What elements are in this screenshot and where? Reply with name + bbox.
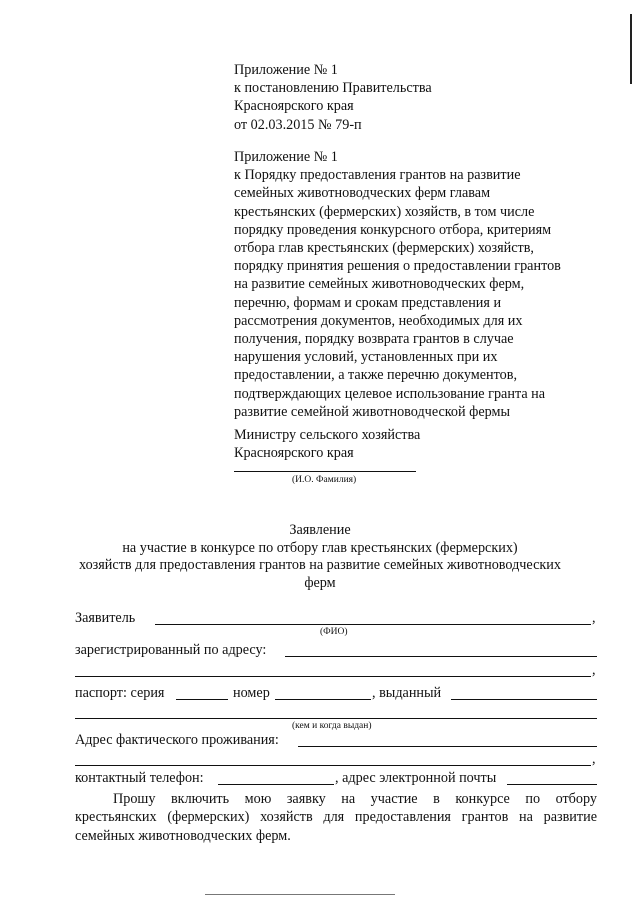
- heading-title: Заявление: [289, 522, 351, 538]
- phone-field[interactable]: [218, 770, 334, 785]
- application-heading: [60, 522, 580, 592]
- registered-address-field[interactable]: [285, 642, 597, 657]
- comma: ,: [592, 751, 596, 767]
- appendix-1-line: от 02.03.2015 № 79-п: [234, 116, 362, 133]
- contact-row: [75, 770, 597, 788]
- appendix-2-line: получения, порядку возврата грантов в случае: [234, 331, 514, 348]
- registered-address-label: зарегистрированный по адресу:: [75, 642, 267, 658]
- appendix-2-line: семейных животноводческих ферм главам: [234, 185, 491, 202]
- applicant-name-field[interactable]: [155, 610, 591, 625]
- registered-address-field-2[interactable]: [75, 662, 591, 677]
- email-label: , адрес электронной почты: [335, 770, 497, 786]
- registered-address-row-2: [75, 662, 597, 680]
- passport-number-label: номер: [233, 685, 270, 701]
- passport-series-field[interactable]: [176, 685, 228, 700]
- appendix-2-line: к Порядку предоставления грантов на развитие: [234, 167, 521, 184]
- appendix-2-line: Приложение № 1: [234, 149, 338, 165]
- appendix-2-line: крестьянских (фермерских) хозяйств, в том числе: [234, 203, 535, 220]
- heading-line: хозяйств для предоставления грантов на развитие семейных животноводческих: [79, 557, 561, 573]
- passport-series-label: паспорт: серия: [75, 685, 165, 701]
- appendix-2-line: перечню, формам и срокам представления и: [234, 294, 502, 311]
- appendix-1-line: Красноярского края: [234, 98, 354, 115]
- scan-edge-mark: [205, 894, 395, 895]
- appendix-1-block: [234, 61, 432, 134]
- passport-issued-label: , выданный: [372, 685, 442, 701]
- addressee-line: Красноярского края: [234, 445, 354, 462]
- appendix-2-line: порядку принятия решения о предоставлении грантов: [234, 258, 561, 275]
- heading-line: ферм: [304, 574, 336, 591]
- issued-caption: (кем и когда выдан): [292, 721, 372, 731]
- actual-address-field[interactable]: [298, 732, 597, 747]
- passport-issued-field[interactable]: [451, 685, 597, 700]
- appendix-2-line: предоставлении, а также перечню документов,: [234, 367, 517, 384]
- registered-address-row: [75, 642, 597, 660]
- addressee-line: Министру сельского хозяйства: [234, 427, 421, 443]
- appendix-2-line: развитие семейной животноводческой фермы: [234, 403, 511, 420]
- appendix-2-line: порядку проведения конкурсного отбора, критериям: [234, 221, 552, 238]
- signature-caption: (И.О. Фамилия): [292, 475, 357, 485]
- appendix-1-line: Приложение № 1: [234, 62, 338, 78]
- request-line: Прошу включить мою заявку на участие в конкурсе по отбору: [113, 791, 597, 807]
- actual-address-row-2: [75, 751, 597, 769]
- passport-number-field[interactable]: [275, 685, 371, 700]
- scan-edge-mark: [630, 14, 632, 84]
- appendix-2-line: рассмотрения документов, необходимых для их: [234, 312, 523, 329]
- actual-address-field-2[interactable]: [75, 751, 591, 766]
- request-line: крестьянских (фермерских) хозяйств для предоставления грантов на развитие: [75, 809, 597, 826]
- phone-label: контактный телефон:: [75, 770, 204, 786]
- actual-address-row: [75, 732, 597, 750]
- comma: ,: [592, 610, 596, 626]
- passport-issued-field-2[interactable]: [75, 704, 597, 719]
- appendix-1-line: к постановлению Правительства: [234, 80, 432, 97]
- applicant-row: [75, 610, 597, 628]
- comma: ,: [592, 662, 596, 678]
- fio-caption: (ФИО): [320, 627, 348, 637]
- appendix-2-block: [234, 148, 561, 421]
- passport-row: [75, 685, 597, 703]
- passport-issued-row-2: [75, 704, 597, 722]
- email-field[interactable]: [507, 770, 597, 785]
- appendix-2-line: подтверждающих целевое использование гранта на: [234, 385, 546, 402]
- actual-address-label: Адрес фактического проживания:: [75, 732, 279, 748]
- heading-line: на участие в конкурсе по отбору глав крестьянских (фермерских): [122, 539, 518, 556]
- applicant-label: Заявитель: [75, 610, 136, 626]
- signature-line[interactable]: [234, 471, 416, 472]
- appendix-2-line: на развитие семейных животноводческих ферм,: [234, 276, 525, 293]
- request-paragraph: [75, 790, 597, 845]
- appendix-2-line: отбора глав крестьянских (фермерских) хозяйств,: [234, 240, 534, 257]
- request-line: семейных животноводческих ферм.: [75, 827, 291, 844]
- addressee-block: [234, 426, 420, 462]
- appendix-2-line: нарушения условий, установленных при их: [234, 349, 498, 366]
